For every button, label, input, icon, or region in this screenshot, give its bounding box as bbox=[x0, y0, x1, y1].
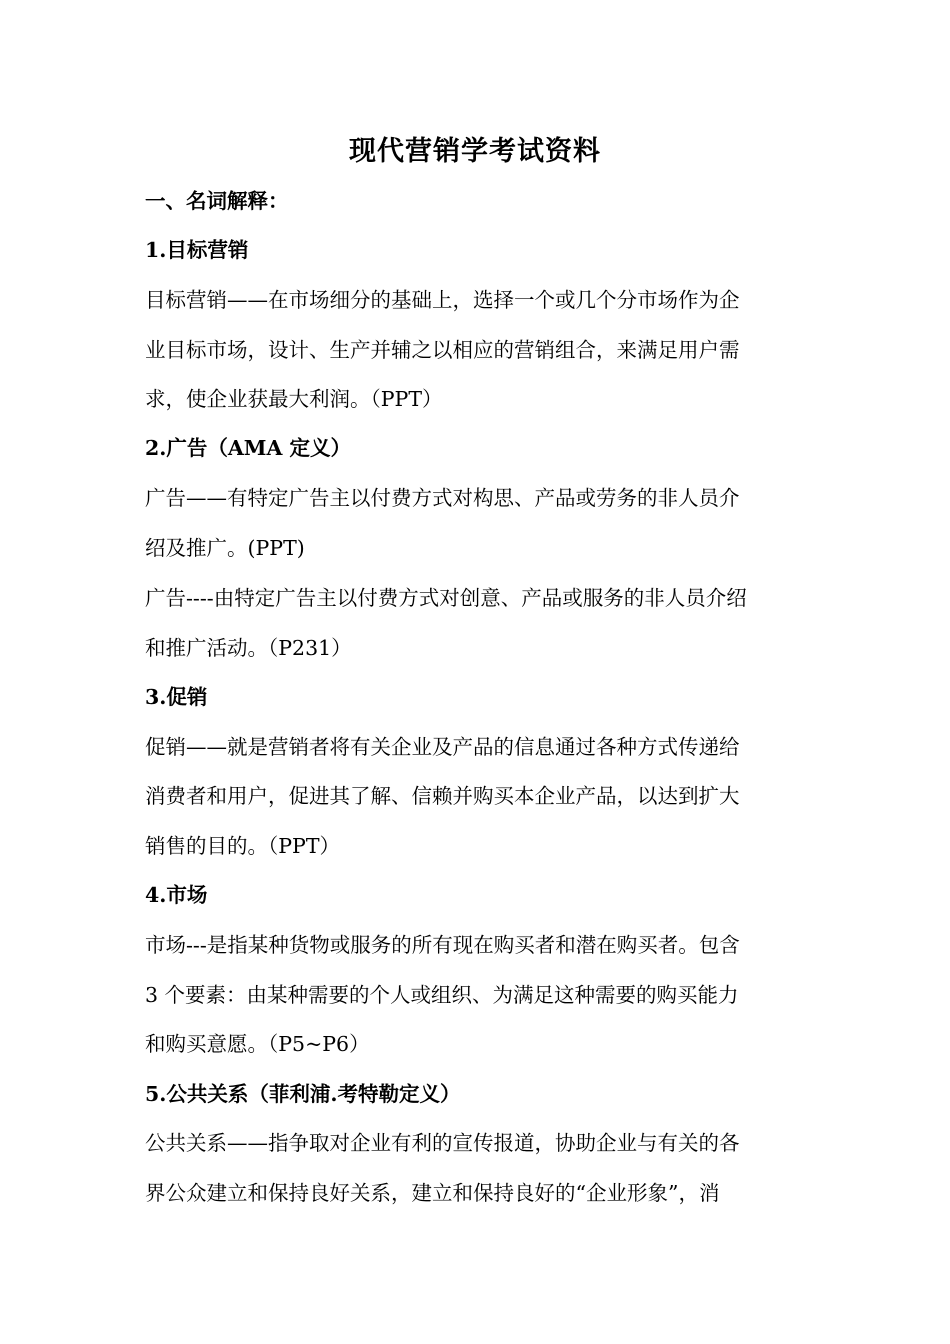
paragraph-line: 和推广活动。（P231） bbox=[145, 636, 352, 660]
paragraph-line: 销售的目的。（PPT） bbox=[145, 834, 341, 858]
term-heading-market: 4.市场 bbox=[145, 883, 208, 907]
paragraph-line: 广告——有特定广告主以付费方式对构思、产品或劳务的非人员介 bbox=[145, 486, 740, 510]
paragraph-line: 市场---是指某种货物或服务的所有现在购买者和潜在购买者。包含 bbox=[145, 933, 740, 957]
paragraph-line: 界公众建立和保持良好关系，建立和保持良好的“企业形象”，消 bbox=[145, 1181, 720, 1205]
document-title: 现代营销学考试资料 bbox=[349, 136, 601, 167]
term-heading-target-marketing: 1.目标营销 bbox=[145, 238, 249, 262]
term-heading-advertising: 2.广告（AMA 定义） bbox=[145, 436, 352, 460]
term-heading-public-relations: 5.公共关系（菲利浦.考特勒定义） bbox=[145, 1082, 461, 1106]
paragraph-line: 绍及推广。(PPT) bbox=[145, 536, 305, 560]
paragraph-line: 求，使企业获最大利润。（PPT） bbox=[145, 387, 443, 411]
paragraph-line: 和购买意愿。（P5~P6） bbox=[145, 1032, 370, 1056]
paragraph-line: 促销——就是营销者将有关企业及产品的信息通过各种方式传递给 bbox=[145, 735, 740, 759]
section-heading: 一、名词解释： bbox=[145, 189, 289, 213]
paragraph-line: 3 个要素：由某种需要的个人或组织、为满足这种需要的购买能力 bbox=[145, 983, 739, 1007]
paragraph-line: 目标营销——在市场细分的基础上，选择一个或几个分市场作为企 bbox=[145, 288, 740, 312]
paragraph-line: 广告----由特定广告主以付费方式对创意、产品或服务的非人员介绍 bbox=[145, 586, 747, 610]
term-heading-promotion: 3.促销 bbox=[145, 685, 208, 709]
paragraph-line: 业目标市场，设计、生产并辅之以相应的营销组合，来满足用户需 bbox=[145, 338, 740, 362]
paragraph-line: 消费者和用户，促进其了解、信赖并购买本企业产品，以达到扩大 bbox=[145, 784, 740, 808]
paragraph-line: 公共关系——指争取对企业有利的宣传报道，协助企业与有关的各 bbox=[145, 1131, 740, 1155]
